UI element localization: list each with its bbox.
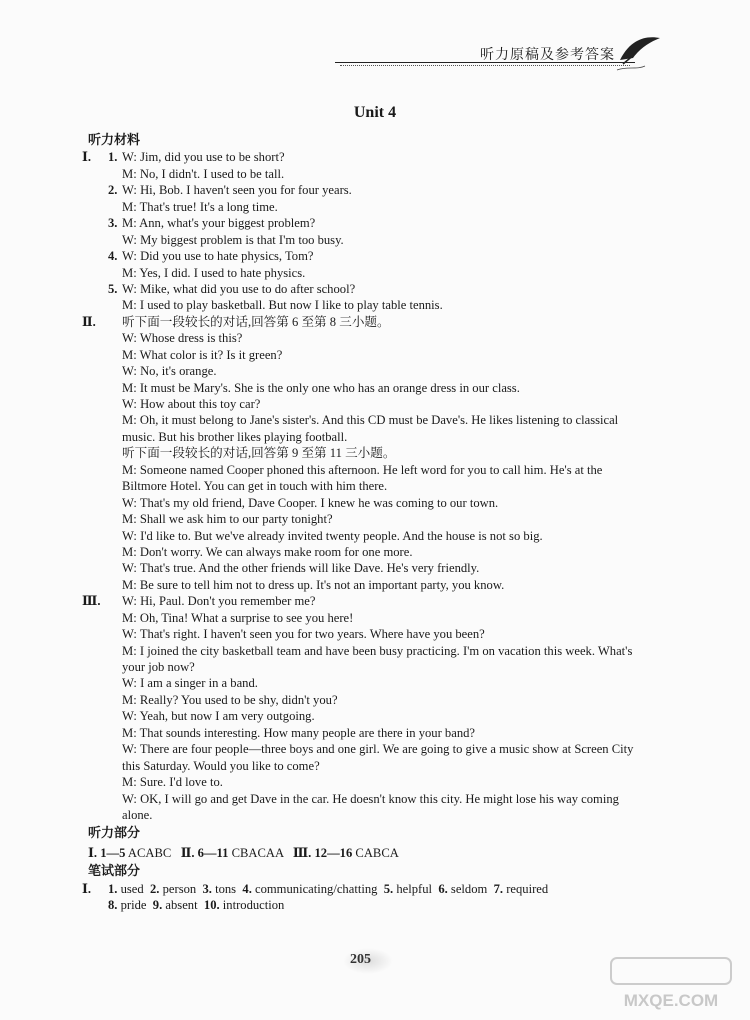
transcript-line [88,462,688,478]
answer-range: 1—5 [100,845,126,860]
transcript-line [88,363,688,379]
question-number: 1. [108,150,118,165]
transcript-line [88,396,688,412]
line-text: this Saturday. Would you like to come? [122,758,320,773]
line-text: W: Yeah, but now I am very outgoing. [122,709,315,724]
transcript-line [88,626,688,642]
quill-pen-icon [615,30,665,75]
line-text: 听下面一段较长的对话,回答第 9 至第 11 三小题。 [122,446,396,461]
line-text: W: That's true. And the other friends will like Dave. He's very friendly. [122,561,480,576]
answer-group-label: Ⅰ. [88,845,98,860]
section-heading-listening-part: 听力部分 [88,826,141,842]
line-text: M: Someone named Cooper phoned this afternoon. He left word for you to call him. He's at the [122,462,603,477]
transcript-line [88,610,688,626]
line-text: W: That's right. I haven't seen you for two years. Where have you been? [122,627,485,642]
line-text: W: No, it's orange. [122,364,217,379]
line-text: M: What color is it? Is it green? [122,347,283,362]
answer-number: 3. [202,881,212,896]
answer-number: 1. [108,881,118,896]
line-text: M: No, I didn't. I used to be tall. [122,166,285,181]
transcript-line [88,330,688,346]
transcript-line [88,429,688,445]
transcript-line [88,412,688,428]
line-text: W: Mike, what did you use to do after school? [122,281,356,296]
line-text: music. But his brother likes playing football. [122,429,348,444]
answer-number: 2. [150,881,160,896]
transcript-line [88,445,688,461]
answer-number: 8. [108,898,118,913]
part-label: Ⅰ. [82,881,92,896]
line-text: Biltmore Hotel. You can get in touch with him there. [122,479,388,494]
transcript-line [82,314,688,330]
transcript-line [88,248,688,264]
transcript-line [88,708,688,724]
transcript-line [88,347,688,363]
line-text: W: I am a singer in a band. [122,676,258,691]
answer-word: seldom [450,881,488,896]
transcript-line [88,544,688,560]
dialogue-transcript [82,149,688,823]
line-text: W: Whose dress is this? [122,331,243,346]
answer-word: tons [215,881,237,896]
transcript-line [88,265,688,281]
question-number: 3. [108,216,118,231]
transcript-line [88,182,688,198]
transcript-line [88,511,688,527]
transcript-line [88,380,688,396]
section-heading-written-part: 笔试部分 [88,864,141,880]
transcript-line [82,593,688,609]
listening-answers-row [88,845,688,861]
unit-title: Unit 4 [353,104,397,121]
transcript-line [88,675,688,691]
transcript-line [82,149,688,165]
question-number: 4. [108,249,118,264]
answer-word: person [162,881,197,896]
transcript-line [88,577,688,593]
answer-number: 10. [203,898,220,913]
part-label: Ⅰ. [82,150,92,165]
transcript-line [88,692,688,708]
line-text: W: That's my old friend, Dave Cooper. I knew he was coming to our town. [122,495,499,510]
transcript-line [88,232,688,248]
written-answers-row [88,897,688,913]
answer-number: 4. [242,881,252,896]
transcript-line [88,528,688,544]
line-text: M: Shall we ask him to our party tonight? [122,512,333,527]
answer-string: ACABC [127,845,172,860]
line-text: M: Really? You used to be shy, didn't you? [122,692,338,707]
transcript-line [88,791,688,807]
line-text: W: OK, I will go and get Dave in the car. He doesn't know this city. He might lose his way coming [122,791,619,806]
line-text: M: I joined the city basketball team and have been busy practicing. I'm on vacation this week. What's [122,643,633,658]
part-label: Ⅱ. [82,314,96,329]
answer-number: 6. [438,881,448,896]
line-text: W: My biggest problem is that I'm too busy. [122,232,344,247]
answer-group-label: Ⅲ. [292,845,312,860]
transcript-line [88,741,688,757]
answer-group-label: Ⅱ. [180,845,195,860]
line-text: W: Did you use to hate physics, Tom? [122,249,314,264]
line-text: M: Sure. I'd love to. [122,775,223,790]
line-text: W: I'd like to. But we've already invited twenty people. And the house is not so big. [122,528,543,543]
line-text: your job now? [122,660,195,674]
transcript-line [88,725,688,741]
transcript-line [88,478,688,494]
line-text: M: That sounds interesting. How many people are there in your band? [122,725,476,740]
line-text: M: Be sure to tell him not to dress up. It's not an important party, you know. [122,577,505,592]
transcript-line [88,215,688,231]
answer-key-content [82,133,688,914]
line-text: 听下面一段较长的对话,回答第 6 至第 8 三小题。 [122,314,390,329]
answer-word: absent [165,898,198,913]
answer-string: CBACAA [231,845,284,860]
transcript-line [88,281,688,297]
written-answers-row [82,881,688,897]
line-text: M: Oh, it must belong to Jane's sister's. And this CD must be Dave's. He likes listening to classical [122,413,619,428]
transcript-line [88,166,688,182]
answer-string: CABCA [355,845,399,860]
transcript-line [88,199,688,215]
line-text: M: Ann, what's your biggest problem? [122,216,316,231]
line-text: W: There are four people—three boys and one girl. We are going to give a music show at Screen City [122,742,634,757]
page-number: 205 [350,952,371,967]
answer-word: pride [120,898,147,913]
answer-number: 7. [493,881,504,896]
transcript-line [88,807,688,823]
line-text: W: How about this toy car? [122,397,261,411]
answer-word: communicating/chatting [255,881,378,896]
line-text: M: That's true! It's a long time. [122,199,278,214]
transcript-line [88,758,688,774]
line-text: M: Don't worry. We can always make room for one more. [122,544,413,559]
header-title: 听力原稿及参考答案 [480,47,615,63]
answer-word: used [120,881,144,896]
answer-word: introduction [222,898,285,913]
transcript-line [88,643,688,659]
line-text: W: Hi, Paul. Don't you remember me? [122,594,316,609]
transcript-line [88,659,688,675]
line-text: W: Jim, did you use to be short? [122,150,285,165]
question-number: 2. [108,183,118,198]
line-text: M: It must be Mary's. She is the only one who has an orange dress in our class. [122,380,520,395]
answer-word: required [506,881,549,896]
line-text: M: Yes, I did. I used to hate physics. [122,265,306,280]
answer-word: helpful [396,881,433,896]
watermark-logo [607,952,742,1012]
answer-number: 9. [152,898,163,913]
svg-text:MXQE.COM: MXQE.COM [623,991,719,1010]
header-rule-dotted [340,65,630,66]
written-answers [82,881,688,914]
answer-range: 12—16 [314,845,353,860]
transcript-line [88,297,688,313]
line-text: M: I used to play basketball. But now I like to play table tennis. [122,298,443,313]
answer-range: 6—11 [197,845,229,860]
transcript-line [88,774,688,790]
answer-number: 5. [383,881,394,896]
transcript-line [88,495,688,511]
line-text: M: Oh, Tina! What a surprise to see you here! [122,610,354,625]
transcript-line [88,560,688,576]
part-label: Ⅲ. [82,594,101,609]
question-number: 5. [108,281,118,296]
line-text: W: Hi, Bob. I haven't seen you for four years. [122,183,352,198]
section-heading-listening-material: 听力材料 [88,133,141,148]
line-text: alone. [122,807,153,822]
